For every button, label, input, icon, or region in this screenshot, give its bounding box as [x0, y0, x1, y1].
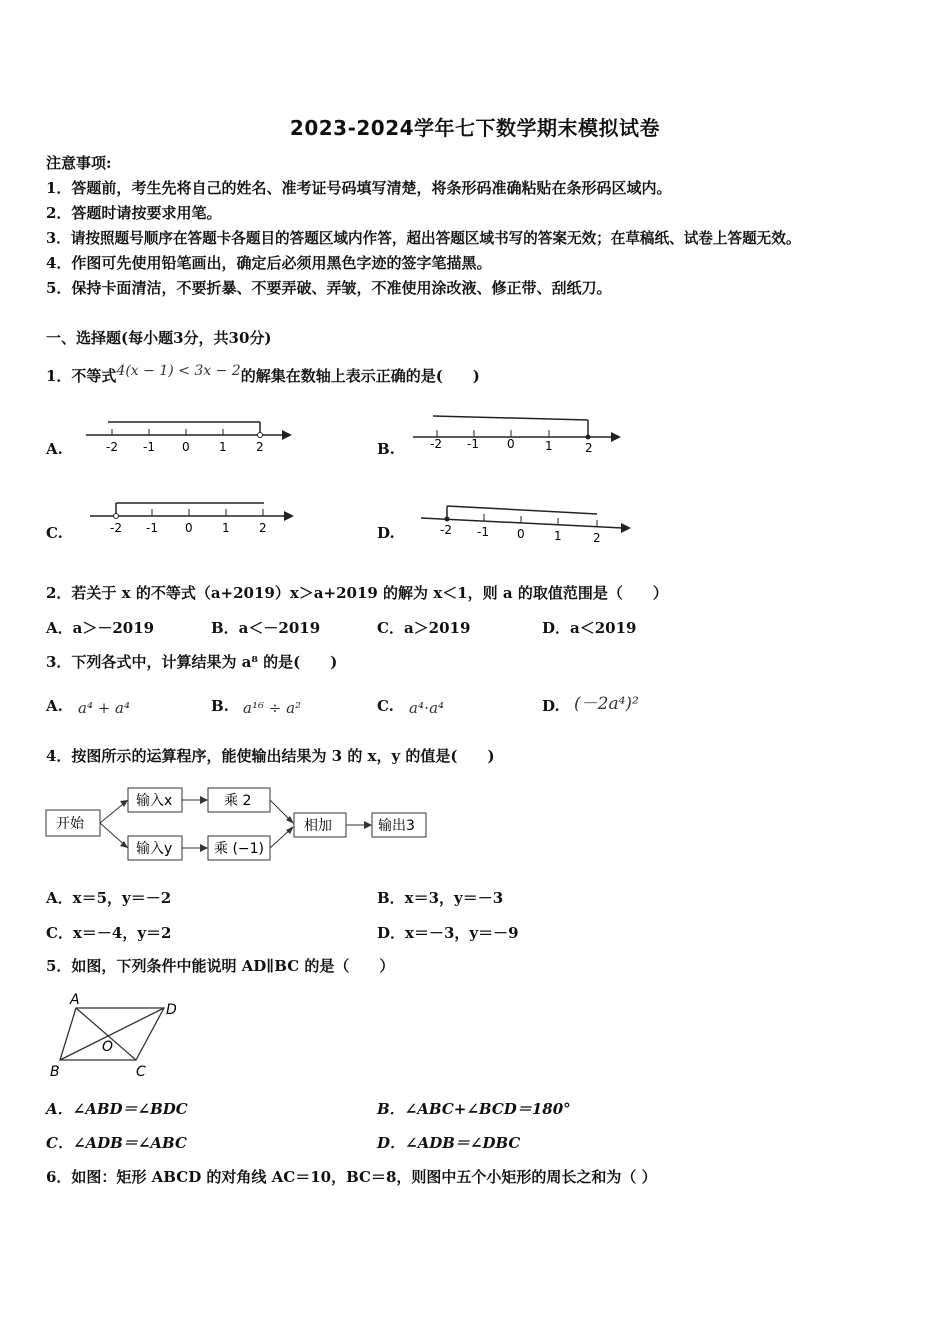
q2-stem: 2．若关于 x 的不等式（a+2019）x＞a+2019 的解为 x＜1，则 a 的取值范围是（ ）: [46, 584, 668, 602]
q6-stem: 6．如图：矩形 ABCD 的对角线 AC＝10，BC＝8，则图中五个小矩形的周长之和为（ ）: [46, 1168, 657, 1186]
tick-label: 2: [593, 531, 601, 545]
tick-label: 0: [517, 527, 525, 541]
tick-label: 0: [507, 437, 515, 451]
tick-label: 1: [554, 529, 562, 543]
q4-option-c: C．x＝－4，y＝2: [46, 924, 172, 942]
tick-label: -1: [143, 440, 155, 454]
q2-option-a: A．a＞－2019: [46, 619, 155, 637]
q3-option-b-expr: a¹⁶ ÷ a²: [243, 699, 302, 717]
q2-option-b: B．a＜－2019: [211, 619, 321, 637]
q4-option-d: D．x＝－3，y＝－9: [377, 924, 519, 942]
tick-label: -1: [477, 525, 489, 539]
flow-start-text: 开始: [56, 816, 84, 832]
point-label-c: C: [136, 1064, 146, 1080]
tick-label: 2: [259, 521, 267, 535]
notice-heading: 注意事项:: [46, 154, 112, 172]
q5-option-c: C．∠ADB＝∠ABC: [46, 1134, 187, 1152]
flow-output-text: 输出3: [378, 818, 415, 834]
q4-option-a: A．x＝5，y＝－2: [46, 889, 172, 907]
point-label-a: A: [70, 992, 80, 1008]
tick-label: 1: [219, 440, 227, 454]
q3-option-d-label: D.: [542, 697, 560, 715]
q3-option-a-expr: a⁴ + a⁴: [78, 699, 131, 717]
flow-times2-text: 乘 2: [224, 793, 252, 809]
q5-option-a: A．∠ABD＝∠BDC: [46, 1100, 188, 1118]
q1-expression: 4(x − 1) < 3x − 2: [116, 363, 241, 379]
q3-stem: 3．下列各式中，计算结果为 a⁸ 的是( ): [46, 653, 338, 671]
q3-option-c-expr: a⁴⋅a⁴: [409, 699, 445, 717]
page-title: 2023-2024学年七下数学期末模拟试卷: [289, 116, 661, 140]
flow-times-neg1-text: 乘 (−1): [214, 841, 265, 857]
q4-option-b: B．x＝3，y＝－3: [377, 889, 504, 907]
tick-label: -2: [430, 437, 442, 451]
tick-label: 0: [185, 521, 193, 535]
q1-option-d-label: D.: [377, 524, 395, 542]
q5-option-b: B．∠ABC+∠BCD＝180°: [377, 1100, 571, 1118]
q4-stem: 4．按图所示的运算程序，能使输出结果为 3 的 x，y 的值是( ): [46, 747, 495, 765]
q5-option-d: D．∠ADB＝∠DBC: [377, 1134, 521, 1152]
section-heading: 一、选择题(每小题3分，共30分): [46, 329, 272, 347]
q4-flowchart: [44, 782, 444, 864]
tick-label: 0: [182, 440, 190, 454]
q1-stem-pre: 1．不等式: [46, 367, 117, 385]
q1-option-c-label: C.: [46, 524, 63, 542]
notice-item-1: 1．答题前，考生先将自己的姓名、准考证号码填写清楚，将条形码准确粘贴在条形码区域内。: [46, 179, 672, 197]
q3-option-b-label: B.: [211, 697, 229, 715]
q1-option-a-number-line: [80, 408, 300, 458]
tick-label: 1: [222, 521, 230, 535]
q1-stem-post: 的解集在数轴上表示正确的是( ): [240, 367, 480, 385]
flow-input-x-text: 输入x: [136, 793, 173, 809]
flow-input-y-text: 输入y: [136, 841, 173, 857]
point-label-d: D: [166, 1002, 177, 1018]
q3-option-c-label: C.: [377, 697, 394, 715]
tick-label: -1: [467, 437, 479, 451]
q2-option-c: C．a＞2019: [377, 619, 471, 637]
q1-option-a-label: A.: [46, 440, 63, 458]
notice-item-4: 4．作图可先使用铅笔画出，确定后必须用黑色字迹的签字笔描黑。: [46, 254, 492, 272]
q3-option-a-label: A.: [46, 697, 63, 715]
q5-stem: 5．如图，下列条件中能说明 AD∥BC 的是（ ）: [46, 957, 395, 975]
flow-add-text: 相加: [304, 818, 332, 834]
q3-option-d-expr: (－2a⁴)²: [574, 694, 639, 714]
point-label-o: O: [102, 1039, 114, 1055]
notice-item-3: 3．请按照题号顺序在答题卡各题目的答题区域内作答，超出答题区域书写的答案无效；在草稿纸、试卷上答题无效。: [46, 230, 801, 247]
tick-label: -1: [146, 521, 158, 535]
tick-label: -2: [106, 440, 118, 454]
q1-option-c-number-line: [84, 495, 304, 540]
notice-item-5: 5．保持卡面清洁，不要折暴、不要弄破、弄皱，不准使用涂改液、修正带、刮纸刀。: [46, 279, 612, 297]
tick-label: -2: [440, 523, 452, 537]
tick-label: 2: [585, 441, 593, 455]
q1-option-b-number-line: [405, 408, 630, 458]
q1-option-d-number-line: [415, 500, 640, 548]
tick-label: -2: [110, 521, 122, 535]
q1-stem: [46, 365, 480, 386]
q1-option-b-label: B.: [377, 440, 395, 458]
q2-option-d: D．a＜2019: [542, 619, 637, 637]
tick-label: 2: [256, 440, 264, 454]
notice-item-2: 2．答题时请按要求用笔。: [46, 204, 222, 222]
tick-label: 1: [545, 439, 553, 453]
point-label-b: B: [50, 1064, 60, 1080]
q5-parallelogram-figure: [44, 990, 194, 1082]
